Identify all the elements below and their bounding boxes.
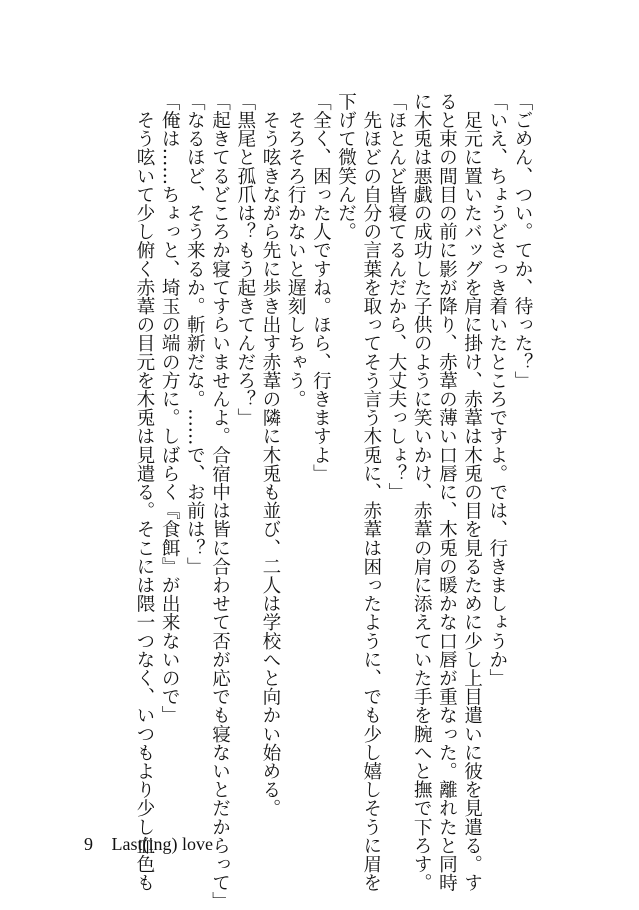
text-line: そう呟きながら先に歩き出す赤葦の隣に木兎も並び、二人は学校へと向かい始める。 (259, 92, 281, 818)
text-line: ると束の間目の前に影が降り、赤葦の薄い口唇に、木兎の暖かな口唇が重なった。離れたと同時 (436, 92, 458, 892)
page-number: 9 (84, 834, 93, 854)
text-line: 「黒尾と孤爪は？もう起きてんだろ？」 (234, 92, 256, 427)
text-line: 「俺は……ちょっと、埼玉の端の方に。しばらく『食餌』が出来ないので」 (159, 92, 181, 725)
running-title: Last(ing) love (111, 834, 213, 854)
text-line: 「ごめん、つい。てか、待った？」 (512, 92, 533, 390)
text-line: 先ほどの自分の言葉を取ってそう言う木兎に、赤葦は困ったように、でも少し嬉しそうに眉を (360, 92, 382, 892)
text-line: 「全く、困った人ですね。ほら、行きますよ」 (310, 92, 332, 483)
text-line: 「ほとんど皆寝てるんだから、大丈夫っしょ？」 (385, 92, 407, 502)
text-line: 「起きてるどころか寝てすらいませんよ。合宿中は皆に合わせて否が応でも寝ないとだからって」 (209, 92, 231, 910)
text-line: 「なるほど、そう来るか。斬新だな。……で、お前は？」 (184, 92, 206, 576)
text-line: 足元に置いたバッグを肩に掛け、赤葦は木兎の目を見るために少し上目遣いに彼を見遣る。す (461, 92, 483, 892)
text-line: 「いえ、ちょうどさっき着いたところですよ。では、行きましょうか」 (486, 92, 508, 688)
text-line: に木兎は悪戯の成功した子供のように笑いかけ、赤葦の肩に添えていた手を腕へと撫で下ろす。 (411, 92, 433, 892)
text-line: そう呟いて少し俯く赤葦の目元を木兎は見遣る。そこには隈一つなく、いつもより少し血色も (133, 92, 155, 892)
text-line: 下げて微笑んだ。 (335, 92, 357, 241)
page-footer (84, 834, 213, 855)
text-line: そろそろ行かないと遅刻しちゃう。 (285, 92, 307, 409)
